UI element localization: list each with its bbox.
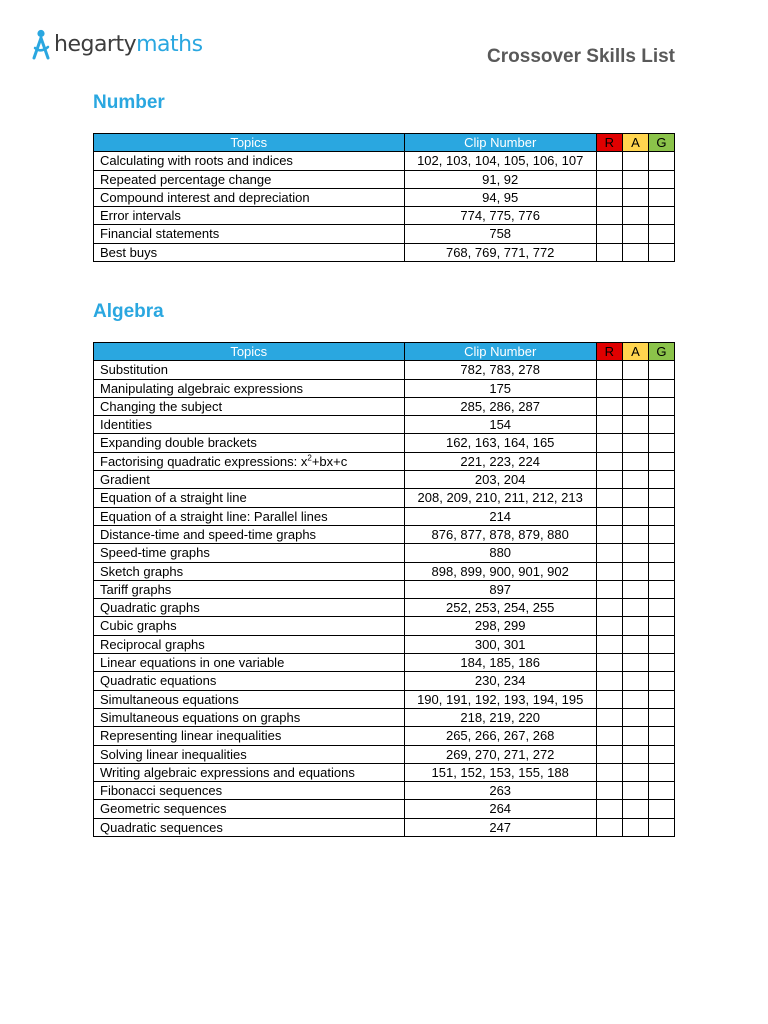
rag-r-cell[interactable] [596,544,622,562]
clip-number-cell: 154 [404,416,596,434]
rag-r-cell[interactable] [596,745,622,763]
topic-cell [94,580,405,598]
rag-a-cell[interactable] [622,225,648,243]
topic-text: Geometric sequences [100,801,227,817]
rag-r-cell[interactable] [596,672,622,690]
clip-number-cell: 94, 95 [404,188,596,206]
header-g: G [648,134,674,152]
rag-r-cell[interactable] [596,243,622,261]
clip-number-cell: 782, 783, 278 [404,361,596,379]
rag-g-cell[interactable] [648,489,674,507]
person-compass-icon [31,29,51,61]
rag-r-cell[interactable] [596,708,622,726]
rag-g-cell[interactable] [648,708,674,726]
topic-cell [94,544,405,562]
table-row [94,708,675,726]
rag-a-cell[interactable] [622,452,648,470]
logo-wordmark [54,34,203,56]
table-row [94,397,675,415]
rag-g-cell[interactable] [648,379,674,397]
topic-cell [94,397,405,415]
topic-cell [94,763,405,781]
topic-text: Equation of a straight line: Parallel lines [100,508,328,524]
rag-g-cell[interactable] [648,225,674,243]
rag-a-cell[interactable] [622,562,648,580]
rag-a-cell[interactable] [622,617,648,635]
clip-number-cell: 298, 299 [404,617,596,635]
topic-cell [94,708,405,726]
rag-r-cell[interactable] [596,489,622,507]
rag-r-cell[interactable] [596,599,622,617]
rag-r-cell[interactable] [596,818,622,836]
clip-number-cell: 758 [404,225,596,243]
clip-number-cell: 162, 163, 164, 165 [404,434,596,452]
topic-text: Writing algebraic expressions and equations [100,764,355,780]
topic-text: Identities [100,417,153,433]
table-row [94,763,675,781]
rag-r-cell[interactable] [596,800,622,818]
topic-cell [94,782,405,800]
topic-text: Speed-time graphs [100,545,210,561]
table-row [94,489,675,507]
clip-number-cell: 230, 234 [404,672,596,690]
topic-cell [94,452,405,470]
rag-a-cell[interactable] [622,207,648,225]
rag-g-cell[interactable] [648,562,674,580]
rag-g-cell[interactable] [648,416,674,434]
rag-a-cell[interactable] [622,818,648,836]
topic-cell [94,207,405,225]
rag-a-cell[interactable] [622,243,648,261]
clip-number-cell: 265, 266, 267, 268 [404,727,596,745]
header-clip-number: Clip Number [404,343,596,361]
rag-r-cell[interactable] [596,580,622,598]
rag-a-cell[interactable] [622,745,648,763]
clip-number-cell: 151, 152, 153, 155, 188 [404,763,596,781]
rag-g-cell[interactable] [648,544,674,562]
topic-text: Tariff graphs [100,581,172,597]
rag-a-cell[interactable] [622,379,648,397]
clip-number-cell: 184, 185, 186 [404,654,596,672]
rag-a-cell[interactable] [622,507,648,525]
table-row [94,225,675,243]
topic-cell [94,471,405,489]
clip-number-cell: 768, 769, 771, 772 [404,243,596,261]
clip-number-cell: 898, 899, 900, 901, 902 [404,562,596,580]
header-clip-number: Clip Number [404,134,596,152]
rag-a-cell[interactable] [622,544,648,562]
rag-r-cell[interactable] [596,471,622,489]
table-row [94,818,675,836]
topic-cell [94,654,405,672]
rag-r-cell[interactable] [596,617,622,635]
rag-a-cell[interactable] [622,434,648,452]
clip-number-cell: 252, 253, 254, 255 [404,599,596,617]
topic-text: Calculating with roots and indices [100,153,293,169]
table-row [94,471,675,489]
topic-cell [94,361,405,379]
rag-r-cell[interactable] [596,562,622,580]
rag-a-cell[interactable] [622,727,648,745]
skills-table-number [93,133,675,262]
topic-cell [94,635,405,653]
topic-cell [94,434,405,452]
rag-a-cell[interactable] [622,471,648,489]
clip-number-cell: 190, 191, 192, 193, 194, 195 [404,690,596,708]
skills-table-algebra [93,342,675,837]
rag-g-cell[interactable] [648,782,674,800]
topic-cell [94,170,405,188]
header-topics: Topics [94,134,405,152]
clip-number-cell: 263 [404,782,596,800]
rag-a-cell[interactable] [622,690,648,708]
topic-cell [94,562,405,580]
rag-g-cell[interactable] [648,525,674,543]
clip-number-cell: 247 [404,818,596,836]
topic-cell [94,489,405,507]
topic-cell [94,188,405,206]
clip-number-cell: 91, 92 [404,170,596,188]
table-row [94,782,675,800]
topic-cell [94,672,405,690]
rag-g-cell[interactable] [648,763,674,781]
rag-g-cell[interactable] [648,800,674,818]
clip-number-cell: 880 [404,544,596,562]
topic-cell [94,243,405,261]
logo-text-accent: maths [136,32,203,57]
table-row [94,562,675,580]
rag-a-cell[interactable] [622,525,648,543]
header-a: A [622,343,648,361]
rag-r-cell[interactable] [596,654,622,672]
rag-g-cell[interactable] [648,635,674,653]
table-row [94,690,675,708]
rag-g-cell[interactable] [648,580,674,598]
topic-cell [94,152,405,170]
topic-cell [94,507,405,525]
clip-number-cell: 175 [404,379,596,397]
table-row [94,507,675,525]
rag-r-cell[interactable] [596,188,622,206]
header-r: R [596,343,622,361]
rag-g-cell[interactable] [648,188,674,206]
topic-superscript: 2 [307,453,312,463]
topic-text: Cubic graphs [100,618,177,634]
topic-cell [94,745,405,763]
clip-number-cell: 876, 877, 878, 879, 880 [404,525,596,543]
topic-text: Error intervals [100,208,181,224]
rag-a-cell[interactable] [622,782,648,800]
topic-text: Equation of a straight line [100,490,247,506]
rag-r-cell[interactable] [596,452,622,470]
topic-text: Linear equations in one variable [100,655,285,671]
topic-text: Factorising quadratic expressions: x [100,453,308,469]
rag-a-cell[interactable] [622,708,648,726]
table-row [94,361,675,379]
topic-cell [94,617,405,635]
rag-g-cell[interactable] [648,654,674,672]
topic-cell [94,379,405,397]
rag-r-cell[interactable] [596,207,622,225]
rag-a-cell[interactable] [622,188,648,206]
rag-r-cell[interactable] [596,763,622,781]
header-r: R [596,134,622,152]
topic-cell [94,690,405,708]
rag-g-cell[interactable] [648,617,674,635]
topic-text: Sketch graphs [100,563,184,579]
rag-r-cell[interactable] [596,525,622,543]
hegartymaths-logo [31,28,203,62]
rag-r-cell[interactable] [596,397,622,415]
topic-text: Quadratic equations [100,673,217,689]
rag-a-cell[interactable] [622,489,648,507]
table-row [94,617,675,635]
clip-number-cell: 897 [404,580,596,598]
topic-cell [94,727,405,745]
rag-r-cell[interactable] [596,635,622,653]
table-row [94,452,675,470]
rag-g-cell[interactable] [648,207,674,225]
topic-cell [94,225,405,243]
rag-r-cell[interactable] [596,379,622,397]
topic-text: Simultaneous equations on graphs [100,709,301,725]
section-title-algebra: Algebra [93,301,164,322]
rag-r-cell[interactable] [596,225,622,243]
rag-g-cell[interactable] [648,361,674,379]
rag-r-cell[interactable] [596,507,622,525]
table-row [94,654,675,672]
rag-r-cell[interactable] [596,416,622,434]
header-g: G [648,343,674,361]
table-row [94,170,675,188]
table-row [94,745,675,763]
table-row [94,544,675,562]
table-row [94,727,675,745]
header-topics: Topics [94,343,405,361]
table-header-row [94,134,675,152]
rag-a-cell[interactable] [622,580,648,598]
rag-g-cell[interactable] [648,471,674,489]
topic-text: Compound interest and depreciation [100,189,310,205]
topic-text: Reciprocal graphs [100,636,205,652]
rag-g-cell[interactable] [648,690,674,708]
table-row [94,800,675,818]
clip-number-cell: 774, 775, 776 [404,207,596,225]
table-row [94,152,675,170]
rag-g-cell[interactable] [648,727,674,745]
topic-text: Manipulating algebraic expressions [100,380,304,396]
rag-g-cell[interactable] [648,745,674,763]
topic-cell [94,525,405,543]
table-body-number [94,152,675,262]
topic-cell [94,800,405,818]
rag-a-cell[interactable] [622,416,648,434]
rag-g-cell[interactable] [648,599,674,617]
rag-g-cell[interactable] [648,397,674,415]
clip-number-cell: 300, 301 [404,635,596,653]
topic-text: Expanding double brackets [100,435,257,451]
table-row [94,525,675,543]
table-row [94,434,675,452]
clip-number-cell: 203, 204 [404,471,596,489]
topic-text: Quadratic graphs [100,600,200,616]
rag-a-cell[interactable] [622,800,648,818]
clip-number-cell: 269, 270, 271, 272 [404,745,596,763]
table-row [94,207,675,225]
table-row [94,188,675,206]
rag-a-cell[interactable] [622,635,648,653]
table-row [94,672,675,690]
table-row [94,580,675,598]
rag-r-cell[interactable] [596,152,622,170]
rag-r-cell[interactable] [596,170,622,188]
clip-number-cell: 285, 286, 287 [404,397,596,415]
rag-a-cell[interactable] [622,361,648,379]
table-header-row [94,343,675,361]
topic-text: Distance-time and speed-time graphs [100,526,317,542]
table-row [94,379,675,397]
clip-number-cell: 214 [404,507,596,525]
topic-cell [94,599,405,617]
header-a: A [622,134,648,152]
topic-text: Simultaneous equations [100,691,239,707]
rag-r-cell[interactable] [596,434,622,452]
rag-g-cell[interactable] [648,818,674,836]
rag-r-cell[interactable] [596,727,622,745]
rag-r-cell[interactable] [596,782,622,800]
rag-a-cell[interactable] [622,152,648,170]
clip-number-cell: 264 [404,800,596,818]
rag-r-cell[interactable] [596,361,622,379]
rag-g-cell[interactable] [648,170,674,188]
rag-a-cell[interactable] [622,654,648,672]
topic-text: Repeated percentage change [100,171,272,187]
rag-a-cell[interactable] [622,599,648,617]
topic-text-after: +bx+c [311,453,348,469]
rag-g-cell[interactable] [648,243,674,261]
clip-number-cell: 208, 209, 210, 211, 212, 213 [404,489,596,507]
topic-cell [94,818,405,836]
rag-g-cell[interactable] [648,452,674,470]
clip-number-cell: 221, 223, 224 [404,452,596,470]
topic-text: Quadratic sequences [100,819,223,835]
rag-a-cell[interactable] [622,397,648,415]
rag-g-cell[interactable] [648,507,674,525]
rag-r-cell[interactable] [596,690,622,708]
topic-text: Changing the subject [100,398,223,414]
clip-number-cell: 218, 219, 220 [404,708,596,726]
topic-text: Substitution [100,362,168,378]
topic-text: Financial statements [100,226,220,242]
topic-cell [94,416,405,434]
logo-text-main: hegarty [54,32,137,57]
clip-number-cell: 102, 103, 104, 105, 106, 107 [404,152,596,170]
document-title: Crossover Skills List [487,46,675,67]
table-row [94,599,675,617]
rag-g-cell[interactable] [648,672,674,690]
topic-text: Fibonacci sequences [100,783,223,799]
topic-text: Gradient [100,472,150,488]
table-row [94,243,675,261]
topic-text: Representing linear inequalities [100,728,282,744]
rag-a-cell[interactable] [622,763,648,781]
topic-text: Solving linear inequalities [100,746,247,762]
rag-g-cell[interactable] [648,434,674,452]
table-row [94,635,675,653]
rag-a-cell[interactable] [622,672,648,690]
table-row [94,416,675,434]
section-title-number: Number [93,92,165,113]
topic-text: Best buys [100,244,158,260]
rag-g-cell[interactable] [648,152,674,170]
table-body-algebra [94,361,675,837]
rag-a-cell[interactable] [622,170,648,188]
